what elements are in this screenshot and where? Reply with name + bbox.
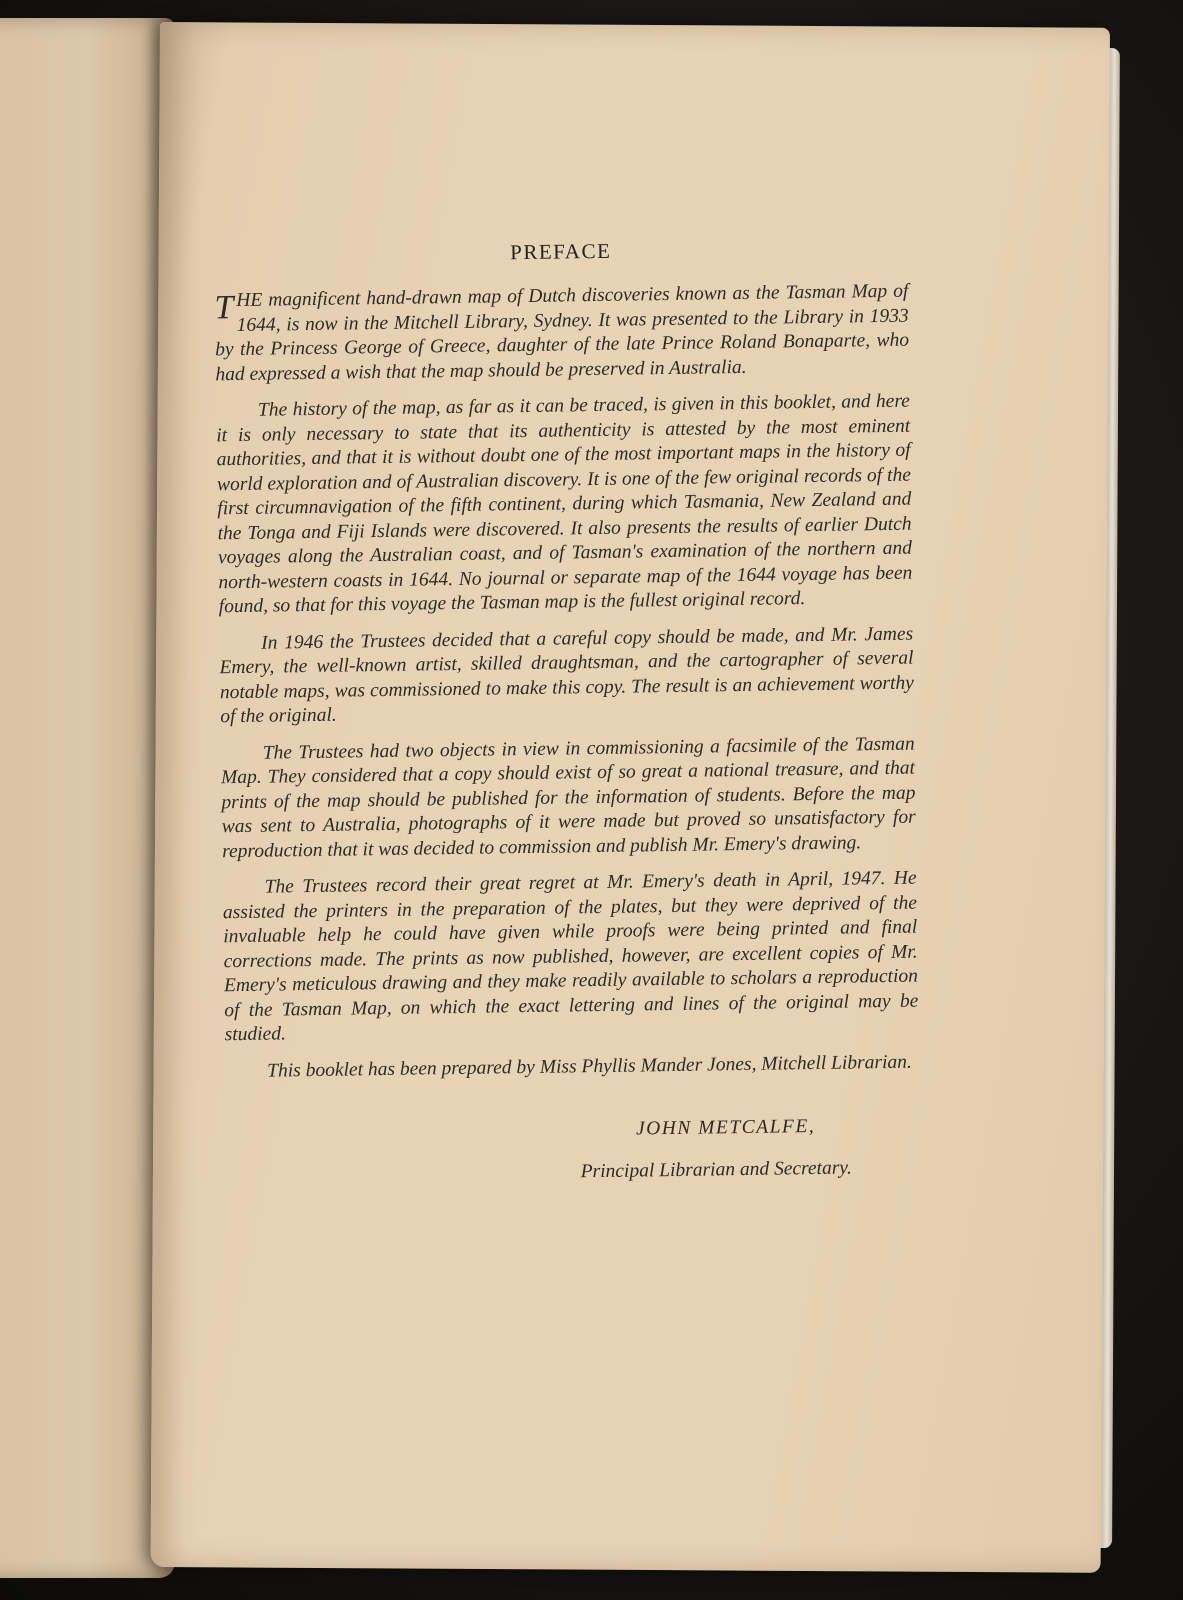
right-page xyxy=(151,22,1110,1573)
paragraph-4: The Trustees had two objects in view in commissioning a facsimile of the Tasman Map. They considered that a copy should exist of so great a national treasure, and that prints of the map should be published for the information of students. Before the map was sent to Australia, photographs of it were made but proved so unsatisfactory for reproduction that it was decided to commission and publish Mr. Emery's drawing. xyxy=(220,733,916,862)
left-page xyxy=(0,18,175,1578)
drop-cap: T xyxy=(214,289,234,327)
paragraph-6: This booklet has been prepared by Miss Phyllis Mander Jones, Mitchell Librarian. xyxy=(267,1051,912,1082)
paragraph-5: The Trustees record their great regret at Mr. Emery's death in April, 1947. He assisted the printers in the preparation of the plates, but they were deprived of the invaluable help he could have given while proofs were being printed and final corrections made. The prints as now published, however, are excellent copies of Mr. Emery's meticulous drawing and they make readily available to scholars a reproduction of the Tasman Map, on which the exact lettering and lines of the original may be studied. xyxy=(222,867,919,1046)
paragraph-3: In 1946 the Trustees decided that a careful copy should be made, and Mr. James Emery, the well-known artist, skilled draughtsman, and the cartographer of several notable maps, was commissioned to make this copy. The result is an achievement worthy of the original. xyxy=(219,623,914,728)
paragraph-1 xyxy=(214,280,909,388)
page-title: PREFACE xyxy=(510,238,612,265)
signature-name: JOHN METCALFE, xyxy=(635,1116,816,1140)
signature-block xyxy=(226,1105,921,1199)
paragraph-1-text: HE magnificent hand-drawn map of Dutch discoveries known as the Tasman Map of 1644, is now in the Mitchell Library, Sydney. It was presented to the Library in 1933 by the Princess George of Greece, daughter of the late Prince Roland Bonaparte, who had expressed a wish that the map should be preserved in Australia. xyxy=(214,280,910,385)
signature-title: Principal Librarian and Secretary. xyxy=(580,1157,852,1183)
preface-text-block xyxy=(214,235,921,1199)
paragraph-2: The history of the map, as far as it can be traced, is given in this booklet, and here it is only necessary to state that its authenticity is attested by the most eminent authorities, and that it is without doubt one of the most important maps in the history of world exploration and of Australian discovery. It is one of the few original records of the first circumnavigation of the fifth continent, during which Tasmania, New Zealand and the Tonga and Fiji Islands were discovered. It also presents the results of earlier Dutch voyages along the Australian coast, and of Tasman's examination of the northern and north-western coasts in 1644. No journal or separate map of the 1644 voyage has been found, so that for this voyage the Tasman map is the fullest original record. xyxy=(216,390,913,618)
